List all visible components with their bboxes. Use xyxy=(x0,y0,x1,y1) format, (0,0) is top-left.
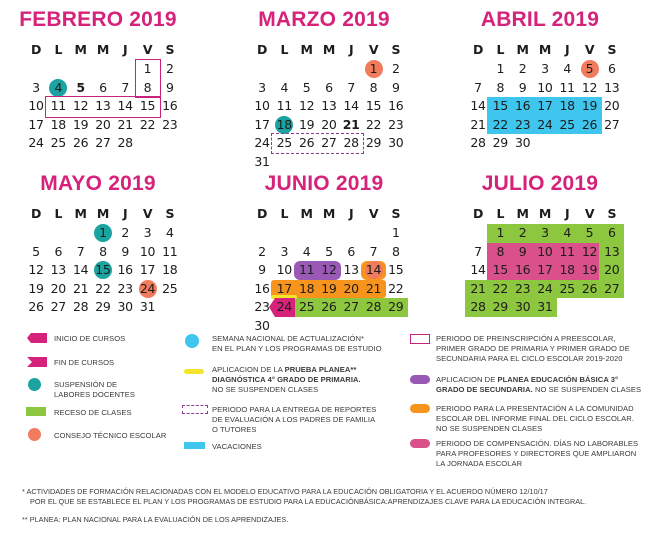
day-header: L xyxy=(496,206,505,221)
day-cell: 10 xyxy=(537,243,553,259)
day-cell: 10 xyxy=(537,79,553,95)
day-cell: 4 xyxy=(280,79,289,95)
day-cell: 3 xyxy=(143,225,152,240)
day-cell: 1 xyxy=(143,61,152,76)
day-header: M xyxy=(96,206,109,221)
day-cell: 20 xyxy=(50,280,66,296)
day-cell: 22 xyxy=(492,116,508,132)
day-cell: 16 xyxy=(514,98,531,114)
day-cell: 17 xyxy=(537,98,553,114)
day-cell: 25 xyxy=(298,299,315,315)
day-cell: 31 xyxy=(254,154,270,169)
inicio-cursos-icon xyxy=(26,332,48,344)
day-cell: 30 xyxy=(514,135,531,151)
day-cell: 20 xyxy=(604,262,620,278)
day-cell: 8 xyxy=(369,79,378,95)
legend-preinscripcion-2: PRIMER GRADO DE PRIMARIA Y PRIMER GRADO DE xyxy=(436,344,630,353)
day-cell: 1 xyxy=(496,225,505,240)
day-cell: 5 xyxy=(585,61,594,76)
day-cell: 5 xyxy=(32,243,40,259)
day-header: L xyxy=(54,206,63,221)
compensacion-icon xyxy=(410,439,430,448)
day-cell: 18 xyxy=(162,262,178,278)
day-cell: 3 xyxy=(258,79,266,95)
day-header: S xyxy=(165,42,175,57)
legend-compensacion-3: LA JORNADA ESCOLAR xyxy=(436,459,523,468)
legend-planea-sec-1: APLICACION DE PLANEA EDUCACIÓN BÁSICA 3° xyxy=(436,375,619,384)
day-cell: 4 xyxy=(165,225,174,240)
day-header: J xyxy=(349,206,354,221)
day-cell: 29 xyxy=(365,135,382,151)
day-cell: 15 xyxy=(492,262,508,278)
day-cell: 23 xyxy=(162,116,178,132)
planea-primaria-icon xyxy=(184,369,204,374)
day-cell: 7 xyxy=(76,243,85,259)
day-cell: 18 xyxy=(559,98,575,114)
day-header: V xyxy=(584,42,595,57)
legend-preinscripcion-3: SECUNDARIA PARA EL CICLO ESCOLAR 2019-2020 xyxy=(436,354,623,363)
day-cell: 18 xyxy=(276,116,292,132)
day-cell: 8 xyxy=(496,79,505,95)
footnote-2: ** PLANEA: PLAN NACIONAL PARA LA EVALUACIÓN DE LOS APRENDIZAJES. xyxy=(22,515,289,524)
day-cell: 26 xyxy=(581,116,598,132)
day-cell: 14 xyxy=(117,98,133,114)
day-cell: 11 xyxy=(276,98,292,114)
day-cell: 1 xyxy=(99,225,107,240)
day-cell: 14 xyxy=(365,262,382,278)
footnote-1-line-1: * ACTIVIDADES DE FORMACIÓN RELACIONADAS CON EL MODELO EDUCATIVO PARA LA EDUCACIÓN OBLIGATORIA Y EL ACUERDO NÚMERO 12/10/17 xyxy=(22,487,548,496)
legend-planea-prim-2: DIAGNÓSTICA 4° GRADO DE PRIMARIA. xyxy=(212,375,361,384)
day-header: L xyxy=(280,42,289,57)
day-cell: 25 xyxy=(559,116,575,132)
day-cell: 23 xyxy=(254,299,270,315)
day-header: L xyxy=(496,42,505,57)
day-cell: 13 xyxy=(604,243,620,259)
day-cell: 24 xyxy=(537,116,553,132)
day-cell: 5 xyxy=(302,79,311,95)
day-header: D xyxy=(30,42,42,57)
legend-reportes-1: PERIODO PARA LA ENTREGA DE REPORTES xyxy=(212,405,377,414)
day-cell: 29 xyxy=(95,299,111,315)
day-header: M xyxy=(300,206,313,221)
day-cell: 15 xyxy=(95,262,111,278)
day-header: M xyxy=(322,206,335,221)
day-cell: 6 xyxy=(99,79,107,95)
day-cell: 2 xyxy=(121,225,130,240)
suspension-icon xyxy=(28,378,41,391)
day-cell: 3 xyxy=(280,243,289,259)
day-cell: 26 xyxy=(298,135,315,151)
day-cell: 19 xyxy=(581,98,598,114)
day-cell: 6 xyxy=(607,61,616,76)
semana-icon xyxy=(185,334,199,348)
day-header: M xyxy=(300,42,313,57)
day-cell: 11 xyxy=(50,98,66,114)
day-cell: 23 xyxy=(117,280,133,296)
presentacion-icon xyxy=(410,404,430,413)
day-header: V xyxy=(368,206,379,221)
day-cell: 26 xyxy=(28,299,44,315)
day-header: M xyxy=(74,206,87,221)
day-cell: 31 xyxy=(139,299,156,315)
day-cell: 25 xyxy=(276,135,292,151)
day-cell: 13 xyxy=(50,262,66,278)
day-header: V xyxy=(142,206,153,221)
day-cell: 17 xyxy=(139,262,156,278)
legend-planea-sec-2: GRADO DE SECUNDARIA. NO SE SUSPENDEN CLASES xyxy=(436,385,642,394)
day-cell: 7 xyxy=(474,79,482,95)
day-cell: 19 xyxy=(581,262,598,278)
day-cell: 15 xyxy=(388,262,404,278)
day-cell: 28 xyxy=(343,135,359,151)
day-header: V xyxy=(584,206,595,221)
legend-planea-prim-3: NO SE SUSPENDEN CLASES xyxy=(212,385,319,394)
day-cell: 24 xyxy=(28,135,44,151)
day-cell: 28 xyxy=(72,299,89,315)
day-cell: 11 xyxy=(559,79,575,95)
day-cell: 13 xyxy=(321,98,337,114)
day-cell: 19 xyxy=(298,116,315,132)
day-cell: 30 xyxy=(254,318,270,333)
legend-semana-1: SEMANA NACIONAL DE ACTUALIZACIÓN* xyxy=(212,334,365,343)
day-cell: 20 xyxy=(95,116,111,132)
day-cell: 30 xyxy=(388,135,404,151)
day-cell: 2 xyxy=(518,61,527,76)
legend-reportes-2: DE EVALUACIÓN A LOS PADRES DE FAMILIA xyxy=(212,415,376,424)
day-cell: 10 xyxy=(28,98,44,114)
day-cell: 29 xyxy=(492,135,508,151)
legend-vacaciones: VACACIONES xyxy=(212,442,262,451)
footnote-1-line-2: POR EL QUE SE ESTABLECE EL PLAN Y LOS PROGRAMAS DE ESTUDIO PARA LA EDUCACIÓNBÁSICA:APRENDIZAJES CLAVE PARA LA EDUCACIÓN INTEGRAL. xyxy=(30,497,587,506)
fin-cursos-icon xyxy=(26,356,48,368)
day-cell: 12 xyxy=(581,79,598,95)
day-cell: 18 xyxy=(50,116,66,132)
day-cell: 21 xyxy=(117,116,133,132)
legend-suspension-1: SUSPENSIÓN DE xyxy=(54,380,118,389)
day-cell: 9 xyxy=(258,262,266,278)
month-title: JUNIO 2019 xyxy=(264,172,384,195)
day-cell: 6 xyxy=(325,79,333,95)
day-cell: 2 xyxy=(258,243,266,259)
day-cell: 4 xyxy=(563,61,572,76)
day-header: M xyxy=(516,206,529,221)
day-cell: 20 xyxy=(604,98,620,114)
day-cell: 7 xyxy=(121,79,130,95)
day-cell: 9 xyxy=(121,243,130,259)
day-cell: 31 xyxy=(537,299,553,315)
day-cell: 21 xyxy=(470,116,486,132)
day-cell: 17 xyxy=(537,262,553,278)
day-cell: 5 xyxy=(76,79,85,95)
day-header: D xyxy=(256,206,268,221)
legend-semana-2: EN EL PLAN Y LOS PROGRAMAS DE ESTUDIO xyxy=(212,344,382,353)
legend-compensacion-2: PARA PROFESORES Y DIRECTORES QUE AMPLIARON xyxy=(436,449,637,458)
day-cell: 24 xyxy=(139,280,156,296)
day-cell: 15 xyxy=(365,98,382,114)
day-cell: 26 xyxy=(72,135,89,151)
day-cell: 19 xyxy=(72,116,89,132)
day-header: M xyxy=(538,206,551,221)
legend-presentacion-2: ESCOLAR DEL INFORME FINAL DEL CICLO ESCOLAR. xyxy=(436,414,634,423)
day-header: J xyxy=(565,206,570,221)
day-cell: 2 xyxy=(518,225,527,240)
day-cell: 6 xyxy=(54,243,63,259)
day-cell: 21 xyxy=(342,116,360,132)
legend-receso: RECESO DE CLASES xyxy=(54,408,132,417)
day-cell: 12 xyxy=(298,98,315,114)
day-header: M xyxy=(322,42,335,57)
day-cell: 27 xyxy=(50,299,66,315)
day-cell: 3 xyxy=(32,79,40,95)
day-cell: 28 xyxy=(470,135,486,151)
planea-secundaria-icon xyxy=(410,375,430,384)
day-cell: 20 xyxy=(321,116,337,132)
day-cell: 3 xyxy=(541,61,549,76)
day-cell: 3 xyxy=(541,225,549,240)
day-header: S xyxy=(165,206,175,221)
day-cell: 4 xyxy=(302,243,311,259)
day-cell: 13 xyxy=(604,79,620,95)
day-header: S xyxy=(391,206,401,221)
vacaciones-icon xyxy=(184,442,205,449)
day-cell: 29 xyxy=(492,299,508,315)
day-cell: 28 xyxy=(365,299,382,315)
day-header: V xyxy=(368,42,379,57)
day-cell: 22 xyxy=(95,280,111,296)
month-title: MARZO 2019 xyxy=(258,8,390,31)
day-cell: 24 xyxy=(537,280,553,296)
day-cell: 21 xyxy=(72,280,89,296)
day-cell: 16 xyxy=(254,280,270,296)
reportes-icon xyxy=(182,405,208,414)
day-cell: 11 xyxy=(298,262,315,278)
day-cell: 30 xyxy=(117,299,133,315)
day-cell: 8 xyxy=(391,243,400,259)
day-cell: 23 xyxy=(514,116,531,132)
day-cell: 8 xyxy=(496,243,505,259)
day-header: V xyxy=(142,42,153,57)
day-cell: 1 xyxy=(391,225,400,240)
day-cell: 16 xyxy=(514,262,531,278)
day-cell: 9 xyxy=(391,79,400,95)
legend-presentacion-3: NO SE SUSPENDEN CLASES xyxy=(436,424,543,433)
day-cell: 7 xyxy=(369,243,378,259)
day-cell: 13 xyxy=(95,98,111,114)
day-cell: 12 xyxy=(581,243,598,259)
day-cell: 5 xyxy=(585,225,594,240)
day-header: D xyxy=(472,42,484,57)
day-cell: 22 xyxy=(492,280,508,296)
day-cell: 9 xyxy=(518,79,527,95)
day-cell: 22 xyxy=(365,116,382,132)
day-cell: 13 xyxy=(343,262,359,278)
day-cell: 28 xyxy=(117,135,133,151)
day-cell: 4 xyxy=(563,225,572,240)
day-cell: 15 xyxy=(139,98,156,114)
legend-presentacion-1: PERIODO PARA LA PRESENTACIÓN A LA COMUNIDAD xyxy=(436,404,634,413)
day-cell: 27 xyxy=(343,299,359,315)
day-cell: 27 xyxy=(95,135,111,151)
day-header: J xyxy=(123,206,128,221)
day-cell: 16 xyxy=(388,98,404,114)
day-cell: 25 xyxy=(50,135,66,151)
legend-inicio: INICIO DE CURSOS xyxy=(54,334,126,343)
day-cell: 19 xyxy=(321,280,337,296)
day-cell: 30 xyxy=(514,299,531,315)
legend-preinscripcion-1: PERIODO DE PREINSCRIPCIÓN A PREESCOLAR, xyxy=(436,334,616,343)
receso-icon xyxy=(26,407,46,416)
day-cell: 11 xyxy=(559,243,575,259)
day-header: M xyxy=(538,42,551,57)
day-cell: 22 xyxy=(388,280,404,296)
day-cell: 2 xyxy=(165,61,174,76)
day-cell: 18 xyxy=(298,280,315,296)
day-cell: 23 xyxy=(514,280,531,296)
day-cell: 27 xyxy=(321,135,337,151)
day-header: S xyxy=(607,42,617,57)
day-cell: 12 xyxy=(28,262,44,278)
day-cell: 4 xyxy=(54,79,63,95)
month-title: ABRIL 2019 xyxy=(480,8,600,31)
day-cell: 21 xyxy=(365,280,382,296)
day-header: D xyxy=(30,206,42,221)
day-cell: 21 xyxy=(470,280,486,296)
day-cell: 17 xyxy=(254,116,270,132)
day-cell: 29 xyxy=(388,299,404,315)
day-cell: 18 xyxy=(559,262,575,278)
day-header: D xyxy=(256,42,268,57)
day-header: L xyxy=(54,42,63,57)
day-cell: 24 xyxy=(254,135,270,151)
day-cell: 6 xyxy=(607,225,616,240)
month-title: JULIO 2019 xyxy=(481,172,599,195)
legend-suspension-2: LABORES DOCENTES xyxy=(54,390,135,399)
day-header: J xyxy=(349,42,354,57)
day-cell: 25 xyxy=(559,280,575,296)
day-cell: 14 xyxy=(470,98,486,114)
day-cell: 2 xyxy=(391,61,400,76)
day-cell: 5 xyxy=(325,243,333,259)
day-cell: 26 xyxy=(321,299,337,315)
day-cell: 27 xyxy=(604,280,620,296)
day-header: M xyxy=(516,42,529,57)
day-cell: 1 xyxy=(496,61,505,76)
day-cell: 15 xyxy=(492,98,508,114)
day-cell: 22 xyxy=(139,116,156,132)
day-cell: 14 xyxy=(470,262,486,278)
day-cell: 1 xyxy=(369,61,378,76)
day-cell: 17 xyxy=(28,116,44,132)
day-cell: 17 xyxy=(276,280,292,296)
day-cell: 16 xyxy=(162,98,178,114)
legend-planea-prim-1: APLICACION DE LA PRUEBA PLANEA** xyxy=(212,365,357,374)
day-header: J xyxy=(123,42,128,57)
day-cell: 14 xyxy=(343,98,359,114)
consejo-icon xyxy=(28,428,41,441)
day-cell: 10 xyxy=(276,262,292,278)
day-header: M xyxy=(74,42,87,57)
day-header: S xyxy=(391,42,401,57)
day-cell: 24 xyxy=(276,299,292,315)
day-header: D xyxy=(472,206,484,221)
day-header: M xyxy=(96,42,109,57)
day-cell: 8 xyxy=(143,79,152,95)
day-cell: 9 xyxy=(518,243,527,259)
day-cell: 11 xyxy=(162,243,178,259)
legend-reportes-3: O TUTORES xyxy=(212,425,257,434)
day-cell: 12 xyxy=(72,98,89,114)
day-cell: 16 xyxy=(117,262,133,278)
day-cell: 26 xyxy=(581,280,598,296)
day-cell: 8 xyxy=(99,243,107,259)
month-title: MAYO 2019 xyxy=(40,172,156,195)
day-cell: 10 xyxy=(254,98,270,114)
legend-fin: FIN DE CURSOS xyxy=(54,358,115,367)
month-title: FEBRERO 2019 xyxy=(19,8,177,31)
legend-consejo: CONSEJO TÉCNICO ESCOLAR xyxy=(54,431,167,440)
day-cell: 25 xyxy=(162,280,178,296)
day-cell: 7 xyxy=(474,243,482,259)
day-cell: 28 xyxy=(470,299,486,315)
day-cell: 20 xyxy=(343,280,359,296)
day-cell: 7 xyxy=(347,79,356,95)
day-cell: 14 xyxy=(72,262,89,278)
day-cell: 12 xyxy=(321,262,337,278)
day-cell: 9 xyxy=(165,79,174,95)
day-header: S xyxy=(607,206,617,221)
day-cell: 19 xyxy=(28,280,44,296)
legend-compensacion-1: PERIODO DE COMPENSACIÓN. DÍAS NO LABORABLES xyxy=(436,439,639,448)
day-header: J xyxy=(565,42,570,57)
day-cell: 10 xyxy=(139,243,156,259)
day-cell: 27 xyxy=(604,116,620,132)
day-cell: 23 xyxy=(388,116,404,132)
day-header: L xyxy=(280,206,289,221)
preinscripcion-icon xyxy=(410,334,430,344)
day-cell: 6 xyxy=(347,243,356,259)
